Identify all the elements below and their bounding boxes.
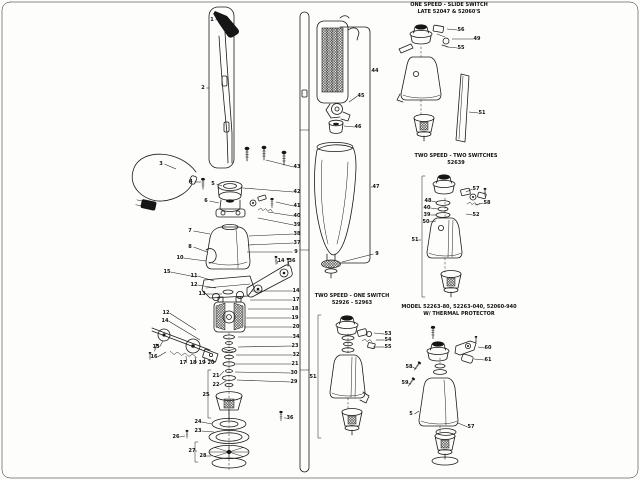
part-callout-34: 34 [292,334,300,340]
part-callout-7: 7 [188,228,192,234]
part-callout-37: 37 [293,240,301,246]
part-callout-19: 19 [198,360,206,366]
part-callout-36: 36 [288,258,296,264]
part-callout-28: 28 [199,453,207,459]
part-callout-40: 40 [293,213,301,219]
part-callout-47: 47 [372,184,380,190]
part-callout-14: 14 [161,318,169,324]
part-callout-39: 39 [293,222,301,228]
panel-title-line1: MODEL 52263-80, 52263-040, 52060-940 [401,304,517,310]
part-callout-49: 49 [473,36,481,42]
part-callout-48: 48 [424,198,432,204]
part-callout-15: 15 [163,269,171,275]
part-callout-11: 11 [190,273,198,279]
part-callout-4: 4 [189,179,193,185]
part-callout-57: 57 [467,424,475,430]
part-callout-50: 50 [422,219,430,225]
part-callout-52: 52 [472,212,480,218]
part-callout-29: 29 [290,379,298,385]
panel-title-line2: 52926 - 52963 [331,299,373,306]
part-callout-24: 24 [194,419,202,425]
part-callout-17: 17 [179,360,187,366]
part-callout-25: 25 [202,392,210,398]
part-callout-26: 26 [172,434,180,440]
part-callout-38: 38 [293,231,301,237]
part-callout-22: 22 [212,382,220,388]
part-callout-45: 45 [357,93,365,99]
part-callout-3: 3 [159,161,163,167]
part-callout-23: 23 [291,343,299,349]
part-callout-23: 23 [194,428,202,434]
part-callout-14: 14 [277,258,285,264]
part-callout-61: 61 [484,357,492,363]
part-callout-12: 12 [162,310,170,316]
panel-title-line1: ONE SPEED - SLIDE SWITCH [410,2,488,8]
part-callout-55: 55 [457,45,465,51]
part-callout-21: 21 [291,361,299,367]
part-callout-1: 1 [210,17,214,23]
part-callout-18: 18 [189,360,197,366]
part-callout-5: 5 [409,411,413,417]
part-callout-14: 14 [292,288,300,294]
part-callout-51: 51 [411,237,419,243]
part-callout-40: 40 [423,205,431,211]
part-callout-27: 27 [188,448,196,454]
part-callout-10: 10 [176,255,184,261]
part-callout-44: 44 [371,68,379,74]
panel-title-line1: TWO SPEED - TWO SWITCHES [414,153,498,159]
part-callout-60: 60 [484,345,492,351]
part-callout-43: 43 [293,164,301,170]
part-callout-32: 32 [292,352,300,358]
part-callout-57: 57 [472,186,480,192]
part-callout-18: 18 [291,306,299,312]
part-callout-19: 19 [291,315,299,321]
part-callout-46: 46 [354,124,362,130]
part-callout-13: 13 [152,344,160,350]
part-callout-51: 51 [309,374,317,380]
part-callout-6: 6 [204,198,208,204]
panel-title-line2: 52639 [447,159,465,166]
part-callout-30: 30 [290,370,298,376]
panel-title-line2: LATE 52047 & 52060'S [417,8,481,15]
part-callout-2: 2 [201,85,205,91]
part-callout-41: 41 [293,203,301,209]
part-callout-59: 59 [401,380,409,386]
part-callout-21: 21 [212,373,220,379]
part-callout-17: 17 [292,297,300,303]
panel-title-line1: TWO SPEED - ONE SWITCH [314,293,390,299]
panel-title-line2: W/ THERMAL PROTECTOR [423,310,495,317]
part-callout-56: 56 [457,27,465,33]
part-callout-20: 20 [292,324,300,330]
part-callout-55: 55 [384,344,392,350]
part-callout-42: 42 [293,189,301,195]
part-callout-8: 8 [188,244,192,250]
part-callout-51: 51 [478,110,486,116]
part-callout-54: 54 [384,337,392,343]
part-callout-36: 36 [286,415,294,421]
part-callout-58: 58 [483,200,491,206]
part-callout-9: 9 [294,249,298,255]
part-callout-13: 13 [198,291,206,297]
part-callout-58: 58 [405,364,413,370]
part-callout-9: 9 [375,251,379,257]
part-callout-20: 20 [207,360,215,366]
part-callout-16: 16 [150,354,158,360]
part-callout-53: 53 [384,331,392,337]
part-callout-5: 5 [211,181,215,187]
part-callout-39: 39 [423,212,431,218]
part-callout-12: 12 [190,282,198,288]
